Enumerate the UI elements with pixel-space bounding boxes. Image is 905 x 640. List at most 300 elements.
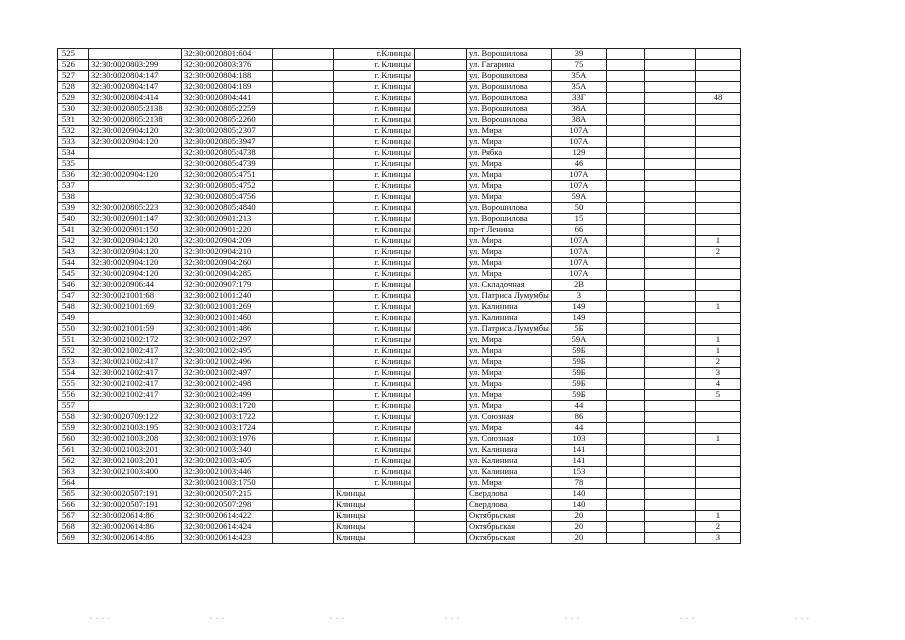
cell-cadastral-old <box>89 313 182 324</box>
records-table <box>57 48 741 544</box>
cell-apartment <box>695 137 740 148</box>
cell-empty <box>273 137 334 148</box>
cell-cadastral-new: 32:30:0020614:422 <box>182 511 273 522</box>
cell-street: ул. Мира <box>467 181 552 192</box>
table-row <box>58 379 741 390</box>
cell-street: ул. Калинина <box>467 302 552 313</box>
cell-apartment <box>695 412 740 423</box>
cell-cadastral-new: 32:30:0021001:460 <box>182 313 273 324</box>
cell-cadastral-new: 32:30:0021001:269 <box>182 302 273 313</box>
cell-empty <box>273 159 334 170</box>
cell-house: 39 <box>551 49 606 60</box>
cell-empty <box>606 379 644 390</box>
cell-number: 542 <box>58 236 89 247</box>
table-row <box>58 49 741 60</box>
cell-street: Октябрьская <box>467 522 552 533</box>
cell-empty <box>606 401 644 412</box>
cell-house: 141 <box>551 445 606 456</box>
cell-street: ул. Мира <box>467 269 552 280</box>
cell-apartment: 2 <box>695 357 740 368</box>
cell-empty <box>415 401 467 412</box>
cell-house: 59Б <box>551 368 606 379</box>
cell-city: г.Клинцы <box>334 49 415 60</box>
cell-empty <box>415 170 467 181</box>
cell-cadastral-new: 32:30:0020805:4751 <box>182 170 273 181</box>
cell-street: ул. Патриса Лумумбы <box>467 324 552 335</box>
cell-empty <box>415 280 467 291</box>
table-row <box>58 126 741 137</box>
cell-house: 50 <box>551 203 606 214</box>
cell-apartment <box>695 225 740 236</box>
table-row <box>58 533 741 544</box>
cell-apartment <box>695 192 740 203</box>
cell-cadastral-new: 32:30:0020805:4756 <box>182 192 273 203</box>
cell-empty <box>415 60 467 71</box>
cell-cadastral-new: 32:30:0021001:240 <box>182 291 273 302</box>
cell-number: 550 <box>58 324 89 335</box>
cell-empty <box>415 181 467 192</box>
cell-city: г. Клинцы <box>334 126 415 137</box>
cell-empty <box>273 104 334 115</box>
cell-cadastral-old: 32:30:0020904:120 <box>89 269 182 280</box>
cell-empty <box>606 467 644 478</box>
cell-cadastral-new: 32:30:0020805:3947 <box>182 137 273 148</box>
cell-city: г. Клинцы <box>334 137 415 148</box>
cell-street: Свердлова <box>467 489 552 500</box>
cell-city: Клинцы <box>334 533 415 544</box>
cell-cadastral-old <box>89 181 182 192</box>
cell-city: г. Клинцы <box>334 93 415 104</box>
cell-cadastral-new: 32:30:0021003:1724 <box>182 423 273 434</box>
cell-empty <box>606 181 644 192</box>
cell-empty <box>606 49 644 60</box>
cell-cadastral-old: 32:30:0020901:150 <box>89 225 182 236</box>
cell-city: г. Клинцы <box>334 247 415 258</box>
cell-cadastral-old: 32:30:0021001:59 <box>89 324 182 335</box>
cell-street: ул. Мира <box>467 401 552 412</box>
cell-cadastral-old: 32:30:0020904:120 <box>89 126 182 137</box>
cell-cadastral-new: 32:30:0020805:4840 <box>182 203 273 214</box>
cell-street: ул. Мира <box>467 192 552 203</box>
cell-empty <box>644 181 695 192</box>
cell-empty <box>644 456 695 467</box>
cell-street: ул. Мира <box>467 159 552 170</box>
cell-cadastral-new: 32:30:0021002:495 <box>182 346 273 357</box>
cell-cadastral-new: 32:30:0020614:423 <box>182 533 273 544</box>
cell-empty <box>606 291 644 302</box>
cell-city: г. Клинцы <box>334 368 415 379</box>
cell-apartment <box>695 467 740 478</box>
cell-city: г. Клинцы <box>334 269 415 280</box>
table-row <box>58 258 741 269</box>
cell-empty <box>644 269 695 280</box>
cell-cadastral-old: 32:30:0020901:147 <box>89 214 182 225</box>
scan-mark: ⁃ ⁃ ⁃ <box>565 617 580 622</box>
cell-city: г. Клинцы <box>334 82 415 93</box>
cell-cadastral-new: 32:30:0020507:215 <box>182 489 273 500</box>
cell-number: 548 <box>58 302 89 313</box>
cell-empty <box>415 379 467 390</box>
cell-city: г. Клинцы <box>334 313 415 324</box>
cell-city: Клинцы <box>334 511 415 522</box>
cell-empty <box>644 104 695 115</box>
cell-number: 551 <box>58 335 89 346</box>
cell-city: Клинцы <box>334 522 415 533</box>
cell-number: 556 <box>58 390 89 401</box>
cell-empty <box>415 346 467 357</box>
cell-empty <box>415 313 467 324</box>
cell-empty <box>273 247 334 258</box>
cell-empty <box>644 60 695 71</box>
cell-number: 536 <box>58 170 89 181</box>
cell-number: 539 <box>58 203 89 214</box>
cell-empty <box>415 335 467 346</box>
cell-city: г. Клинцы <box>334 203 415 214</box>
cell-empty <box>644 324 695 335</box>
cell-empty <box>644 500 695 511</box>
cell-cadastral-new: 32:30:0020904:210 <box>182 247 273 258</box>
cell-empty <box>644 412 695 423</box>
cell-city: Клинцы <box>334 489 415 500</box>
cell-cadastral-new: 32:30:0020804:441 <box>182 93 273 104</box>
cell-empty <box>644 489 695 500</box>
cell-empty <box>415 269 467 280</box>
cell-cadastral-old: 32:30:0021001:69 <box>89 302 182 313</box>
cell-apartment: 1 <box>695 236 740 247</box>
cell-empty <box>606 148 644 159</box>
cell-city: г. Клинцы <box>334 390 415 401</box>
cell-apartment <box>695 489 740 500</box>
cell-cadastral-new: 32:30:0021002:497 <box>182 368 273 379</box>
cell-house: 20 <box>551 511 606 522</box>
cell-empty <box>606 489 644 500</box>
cell-empty <box>606 434 644 445</box>
cell-number: 563 <box>58 467 89 478</box>
cell-empty <box>273 148 334 159</box>
cell-empty <box>606 412 644 423</box>
cell-empty <box>273 181 334 192</box>
cell-empty <box>606 280 644 291</box>
cell-empty <box>606 500 644 511</box>
cell-cadastral-old: 32:30:0020904:120 <box>89 258 182 269</box>
cell-cadastral-old: 32:30:0020804:414 <box>89 93 182 104</box>
cell-empty <box>415 71 467 82</box>
cell-cadastral-old <box>89 148 182 159</box>
cell-cadastral-old: 32:30:0021001:68 <box>89 291 182 302</box>
cell-empty <box>415 357 467 368</box>
cell-empty <box>273 214 334 225</box>
cell-street: ул. Ворошилова <box>467 203 552 214</box>
cell-apartment <box>695 258 740 269</box>
cell-empty <box>644 280 695 291</box>
cell-house: 15 <box>551 214 606 225</box>
cell-cadastral-old: 32:30:0020904:120 <box>89 247 182 258</box>
cell-house: 3 <box>551 291 606 302</box>
cell-empty <box>273 390 334 401</box>
table-row <box>58 489 741 500</box>
cell-cadastral-new: 32:30:0021001:486 <box>182 324 273 335</box>
table-row <box>58 192 741 203</box>
cell-empty <box>415 49 467 60</box>
cell-empty <box>415 247 467 258</box>
cell-empty <box>644 82 695 93</box>
cell-house: 107А <box>551 258 606 269</box>
cell-cadastral-old: 32:30:0021003:195 <box>89 423 182 434</box>
scan-mark: ⁃ ⁃ ⁃ <box>445 617 460 622</box>
cell-city: г. Клинцы <box>334 104 415 115</box>
table-row <box>58 445 741 456</box>
cell-city: Клинцы <box>334 500 415 511</box>
table-row <box>58 82 741 93</box>
cell-empty <box>606 236 644 247</box>
cell-house: 103 <box>551 434 606 445</box>
cell-house: 107А <box>551 126 606 137</box>
cell-empty <box>606 346 644 357</box>
cell-empty <box>606 313 644 324</box>
cell-cadastral-new: 32:30:0020904:260 <box>182 258 273 269</box>
cell-number: 527 <box>58 71 89 82</box>
cell-house: 140 <box>551 500 606 511</box>
table-row <box>58 181 741 192</box>
cell-empty <box>606 522 644 533</box>
cell-house: 59А <box>551 335 606 346</box>
cell-empty <box>415 126 467 137</box>
cell-empty <box>415 258 467 269</box>
cell-number: 569 <box>58 533 89 544</box>
table-row <box>58 203 741 214</box>
cell-empty <box>606 170 644 181</box>
cell-cadastral-new: 32:30:0020801:604 <box>182 49 273 60</box>
cell-city: г. Клинцы <box>334 60 415 71</box>
table-row <box>58 291 741 302</box>
cell-street: ул. Ворошилова <box>467 82 552 93</box>
cell-empty <box>273 445 334 456</box>
cell-street: ул. Мира <box>467 346 552 357</box>
table-row <box>58 368 741 379</box>
cell-city: г. Клинцы <box>334 148 415 159</box>
table-row <box>58 324 741 335</box>
cell-number: 528 <box>58 82 89 93</box>
cell-city: г. Клинцы <box>334 434 415 445</box>
cell-apartment <box>695 148 740 159</box>
cell-empty <box>415 522 467 533</box>
cell-apartment <box>695 104 740 115</box>
cell-apartment <box>695 478 740 489</box>
cell-street: ул. Патриса Лумумбы <box>467 291 552 302</box>
cell-empty <box>273 302 334 313</box>
cell-empty <box>415 423 467 434</box>
cell-empty <box>606 137 644 148</box>
cell-city: г. Клинцы <box>334 71 415 82</box>
cell-street: ул. Калинина <box>467 445 552 456</box>
table-row <box>58 500 741 511</box>
cell-empty <box>606 214 644 225</box>
cell-street: ул. Мира <box>467 368 552 379</box>
cell-apartment: 1 <box>695 346 740 357</box>
cell-city: г. Клинцы <box>334 445 415 456</box>
cell-cadastral-old: 32:30:0021003:208 <box>89 434 182 445</box>
table-row <box>58 137 741 148</box>
cell-number: 557 <box>58 401 89 412</box>
cell-street: ул. Гагарина <box>467 60 552 71</box>
table-row <box>58 280 741 291</box>
cell-empty <box>415 137 467 148</box>
cell-number: 549 <box>58 313 89 324</box>
cell-empty <box>273 93 334 104</box>
cell-number: 564 <box>58 478 89 489</box>
cell-apartment: 1 <box>695 302 740 313</box>
cell-cadastral-old: 32:30:0021003:201 <box>89 445 182 456</box>
cell-street: ул. Союзная <box>467 412 552 423</box>
cell-apartment <box>695 313 740 324</box>
cell-empty <box>273 269 334 280</box>
cell-apartment <box>695 126 740 137</box>
cell-city: г. Клинцы <box>334 401 415 412</box>
table-row <box>58 346 741 357</box>
cell-cadastral-old: 32:30:0021002:417 <box>89 357 182 368</box>
cell-empty <box>606 71 644 82</box>
cell-cadastral-old: 32:30:0020709:122 <box>89 412 182 423</box>
cell-number: 531 <box>58 115 89 126</box>
cell-empty <box>415 104 467 115</box>
cell-empty <box>273 412 334 423</box>
cell-empty <box>606 390 644 401</box>
cell-empty <box>273 357 334 368</box>
cell-cadastral-new: 32:30:0020805:2259 <box>182 104 273 115</box>
cell-city: г. Клинцы <box>334 379 415 390</box>
table-row <box>58 93 741 104</box>
cell-house: 59Б <box>551 390 606 401</box>
cell-street: ул. Мира <box>467 247 552 258</box>
cell-street: ул. Складочная <box>467 280 552 291</box>
cell-street: Свердлова <box>467 500 552 511</box>
cell-empty <box>273 379 334 390</box>
cell-empty <box>273 170 334 181</box>
cell-cadastral-old: 32:30:0020805:223 <box>89 203 182 214</box>
cell-street: Октябрьская <box>467 511 552 522</box>
cell-empty <box>273 203 334 214</box>
cell-apartment <box>695 445 740 456</box>
cell-empty <box>644 434 695 445</box>
cell-empty <box>415 225 467 236</box>
cell-street: ул. Мира <box>467 137 552 148</box>
table-row <box>58 313 741 324</box>
cell-apartment <box>695 159 740 170</box>
cell-empty <box>415 82 467 93</box>
cell-apartment <box>695 401 740 412</box>
cell-house: 107А <box>551 236 606 247</box>
cell-empty <box>415 302 467 313</box>
cell-apartment: 5 <box>695 390 740 401</box>
cell-cadastral-new: 32:30:0020804:188 <box>182 71 273 82</box>
cell-empty <box>644 390 695 401</box>
table-row <box>58 269 741 280</box>
cell-street: ул. Рябка <box>467 148 552 159</box>
cell-cadastral-new: 32:30:0020805:4738 <box>182 148 273 159</box>
cell-apartment <box>695 500 740 511</box>
table-row <box>58 115 741 126</box>
cell-empty <box>606 368 644 379</box>
table-row <box>58 434 741 445</box>
cell-number: 546 <box>58 280 89 291</box>
cell-house: 78 <box>551 478 606 489</box>
scan-mark: ⁃ ⁃ ⁃ ⁃ <box>90 617 111 622</box>
cell-apartment <box>695 280 740 291</box>
cell-city: г. Клинцы <box>334 456 415 467</box>
cell-house: 149 <box>551 302 606 313</box>
cell-empty <box>273 258 334 269</box>
cell-empty <box>644 225 695 236</box>
cell-street: ул. Мира <box>467 170 552 181</box>
cell-city: г. Клинцы <box>334 236 415 247</box>
table-row <box>58 104 741 115</box>
cell-apartment <box>695 49 740 60</box>
cell-cadastral-new: 32:30:0020901:213 <box>182 214 273 225</box>
cell-apartment <box>695 423 740 434</box>
cell-empty <box>644 302 695 313</box>
cell-number: 541 <box>58 225 89 236</box>
cell-empty <box>644 401 695 412</box>
cell-cadastral-new: 32:30:0021003:340 <box>182 445 273 456</box>
table-row <box>58 401 741 412</box>
cell-house: 66 <box>551 225 606 236</box>
cell-house: 149 <box>551 313 606 324</box>
cell-number: 553 <box>58 357 89 368</box>
cell-house: 141 <box>551 456 606 467</box>
table-row <box>58 302 741 313</box>
cell-cadastral-new: 32:30:0021002:498 <box>182 379 273 390</box>
cell-house: 59Б <box>551 346 606 357</box>
cell-empty <box>644 346 695 357</box>
cell-empty <box>644 335 695 346</box>
cell-street: ул. Мира <box>467 390 552 401</box>
cell-empty <box>644 511 695 522</box>
table-row <box>58 456 741 467</box>
cell-cadastral-old <box>89 192 182 203</box>
cell-house: 33Г <box>551 93 606 104</box>
cell-empty <box>415 467 467 478</box>
cell-cadastral-old: 32:30:0021002:417 <box>89 346 182 357</box>
cell-number: 566 <box>58 500 89 511</box>
scan-mark: ⁃ ⁃ ⁃ <box>210 617 225 622</box>
cell-city: г. Клинцы <box>334 335 415 346</box>
scan-footer-marks <box>0 616 905 626</box>
cell-house: 20 <box>551 522 606 533</box>
cell-apartment <box>695 181 740 192</box>
table-row <box>58 71 741 82</box>
cell-empty <box>273 280 334 291</box>
cell-street: ул. Мира <box>467 379 552 390</box>
cell-house: 44 <box>551 401 606 412</box>
cell-apartment <box>695 324 740 335</box>
cell-city: г. Клинцы <box>334 214 415 225</box>
cell-empty <box>644 148 695 159</box>
cell-cadastral-new: 32:30:0020805:2307 <box>182 126 273 137</box>
cell-empty <box>644 357 695 368</box>
cell-empty <box>415 533 467 544</box>
cell-cadastral-new: 32:30:0020507:298 <box>182 500 273 511</box>
cell-empty <box>644 291 695 302</box>
cell-empty <box>606 335 644 346</box>
cell-empty <box>415 368 467 379</box>
cell-street: пр-т Ленина <box>467 225 552 236</box>
cell-empty <box>606 511 644 522</box>
table-row <box>58 412 741 423</box>
cell-house: 59Б <box>551 379 606 390</box>
cell-apartment: 1 <box>695 335 740 346</box>
table-row <box>58 170 741 181</box>
cell-empty <box>644 467 695 478</box>
